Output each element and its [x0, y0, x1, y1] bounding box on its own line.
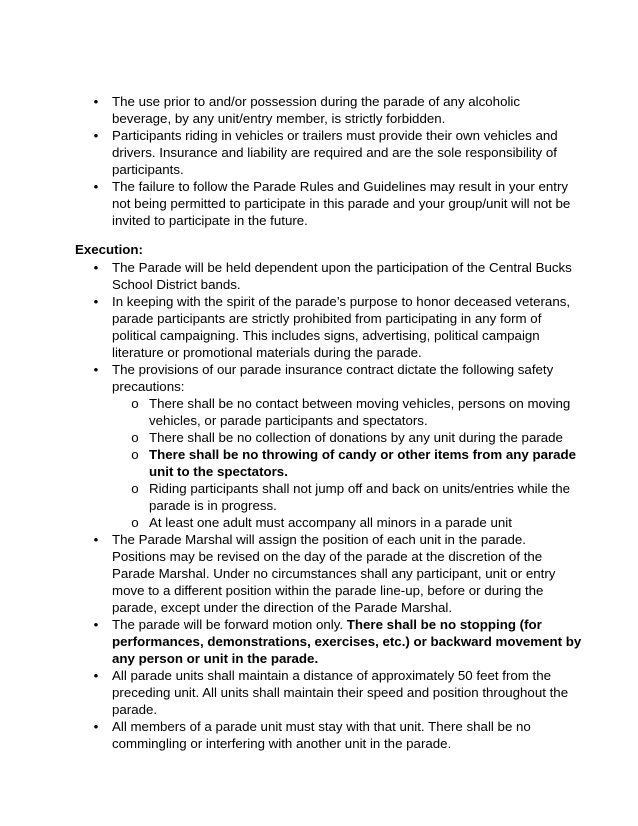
rule-text: The use prior to and/or possession during the parade of any alcoholic beverage, by any unit/entry member, is strictly forbidden. [112, 94, 521, 126]
rule-text-mixed [112, 616, 582, 667]
precaution-text: There shall be no collection of donations by any unit during the parade [149, 430, 563, 445]
sub-list-item [131, 480, 582, 514]
rule-text: In keeping with the spirit of the parade’s purpose to honor deceased veterans, parade participants are strictly prohibited from participating in any form of political campaigning. This includes signs, advertising, political campaign literature or promotional materials during the parade. [112, 294, 571, 360]
intro-rules-list [0, 93, 638, 229]
list-item [0, 531, 638, 616]
execution-heading: Execution: [75, 242, 143, 257]
list-item [0, 616, 638, 667]
rule-text: The failure to follow the Parade Rules and Guidelines may result in your entry not being permitted to participate in this parade and your group/unit will not be invited to participate in the future. [112, 179, 571, 228]
bullet-icon: • [93, 532, 99, 547]
circle-bullet-icon: o [131, 396, 139, 411]
list-item [0, 93, 638, 127]
rule-text-bold: There shall be no stopping (for performances, demonstrations, exercises, etc.) or backward movement by any person or unit in the parade. [112, 617, 582, 666]
list-item [0, 127, 638, 178]
intro-rules-section [0, 93, 638, 229]
precaution-text: Riding participants shall not jump off and back on units/entries while the parade is in progress. [149, 481, 571, 513]
sub-list-item [131, 446, 582, 480]
bullet-icon: • [93, 668, 99, 683]
rule-text: The Parade Marshal will assign the position of each unit in the parade. Positions may be revised on the day of the parade at the discretion of the Parade Marshal. Under no circumstances shall any participant, unit or entry move to a different position within the parade line-up, before or during the parade, except under the direction of the Parade Marshal. [112, 532, 556, 615]
precaution-text: There shall be no contact between moving vehicles, persons on moving vehicles, or parade participants and spectators. [149, 396, 571, 428]
precaution-text-bold: There shall be no throwing of candy or other items from any parade unit to the spectators. [149, 447, 577, 479]
sub-list-item [131, 514, 582, 531]
list-item [0, 361, 638, 531]
rule-text: The provisions of our parade insurance contract dictate the following safety precautions: [112, 362, 554, 394]
execution-rules-list [0, 259, 638, 752]
bullet-icon: • [93, 294, 99, 309]
safety-precautions-list [112, 395, 582, 531]
circle-bullet-icon: o [131, 430, 139, 445]
bullet-icon: • [93, 260, 99, 275]
bullet-icon: • [93, 179, 99, 194]
rule-text: All parade units shall maintain a distance of approximately 50 feet from the preceding unit. All units shall maintain their speed and position throughout the parade. [112, 668, 569, 717]
list-item [0, 259, 638, 293]
rule-text: The parade will be forward motion only. [112, 617, 347, 632]
bullet-icon: • [93, 362, 99, 377]
list-item [0, 667, 638, 718]
execution-section [0, 259, 638, 752]
rule-text: All members of a parade unit must stay with that unit. There shall be no commingling or interfering with another unit in the parade. [112, 719, 531, 751]
sub-list-item [131, 395, 582, 429]
list-item [0, 293, 638, 361]
circle-bullet-icon: o [131, 515, 139, 530]
list-item [0, 178, 638, 229]
list-item [0, 718, 638, 752]
sub-list-item [131, 429, 582, 446]
circle-bullet-icon: o [131, 447, 139, 462]
rule-text: The Parade will be held dependent upon the participation of the Central Bucks School District bands. [112, 260, 572, 292]
rule-text: Participants riding in vehicles or trailers must provide their own vehicles and drivers. Insurance and liability are required and are the sole responsibility of participants. [112, 128, 558, 177]
bullet-icon: • [93, 128, 99, 143]
bullet-icon: • [93, 94, 99, 109]
bullet-icon: • [93, 719, 99, 734]
circle-bullet-icon: o [131, 481, 139, 496]
precaution-text: At least one adult must accompany all minors in a parade unit [149, 515, 512, 530]
bullet-icon: • [93, 617, 99, 632]
